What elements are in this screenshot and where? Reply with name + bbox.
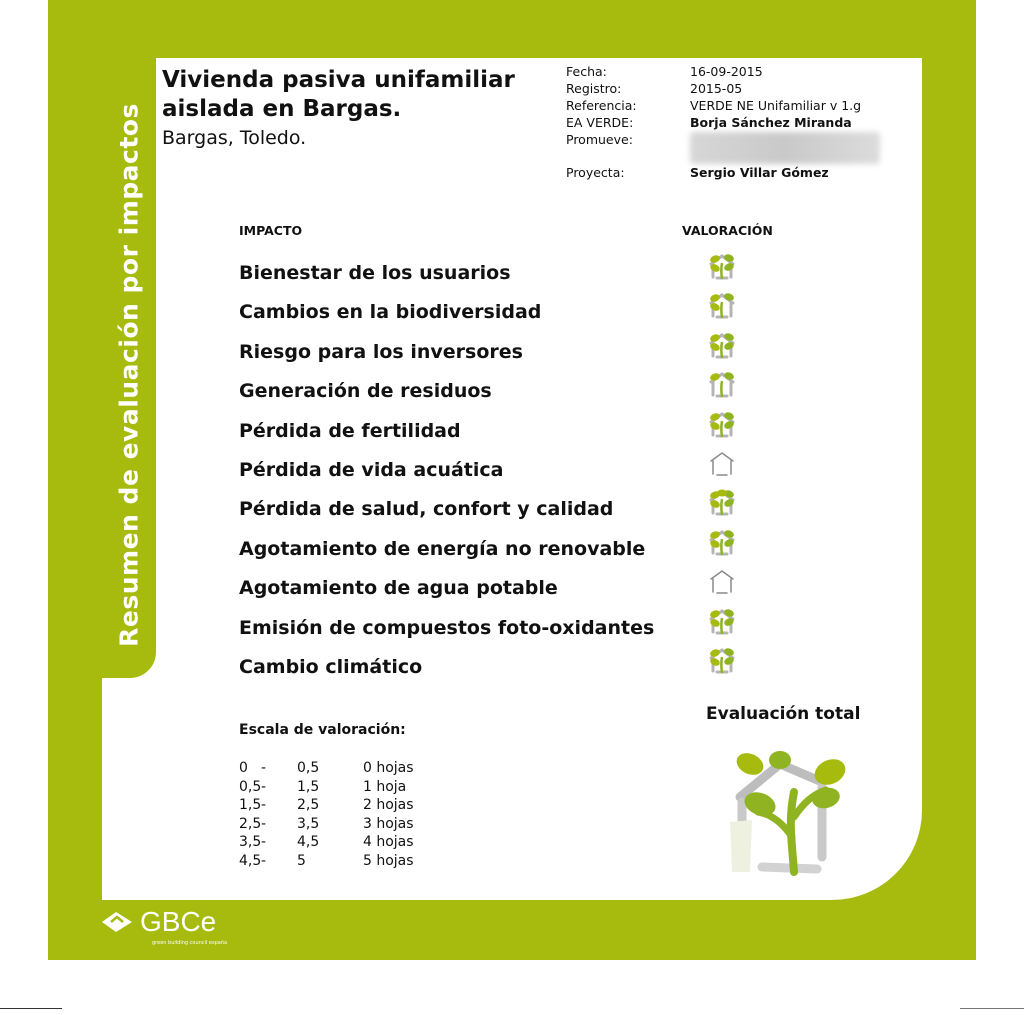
- meta-label: Promueve:: [566, 132, 633, 147]
- scale-title: Escala de valoración:: [239, 722, 406, 738]
- scale-cell: -: [261, 834, 267, 850]
- scale-cell: 1,5: [239, 797, 262, 813]
- leaf-rating-icon: [706, 408, 738, 440]
- leaf-rating-icon: [706, 526, 738, 558]
- impact-label: Agotamiento de energía no renovable: [239, 537, 646, 560]
- scale-cell: -: [261, 852, 267, 869]
- scale-cell: 4,5: [297, 834, 320, 850]
- scale-cell: 2 hojas: [363, 797, 414, 813]
- meta-value: Sergio Villar Gómez: [690, 165, 829, 180]
- scale-cell: 5: [297, 852, 306, 869]
- meta-value: 16-09-2015: [690, 64, 763, 79]
- gbce-logo-mark: [100, 910, 134, 934]
- scale-cell: 4,5: [239, 852, 262, 869]
- scale-cell: 1,5: [297, 778, 320, 795]
- scale-cell: -: [261, 760, 267, 776]
- meta-value: Borja Sánchez Miranda: [690, 115, 852, 130]
- scale-cell: 0 hojas: [363, 760, 414, 776]
- meta-value: VERDE NE Unifamiliar v 1.g: [690, 98, 862, 113]
- project-location: Bargas, Toledo.: [162, 127, 307, 149]
- meta-label: Referencia:: [566, 98, 637, 113]
- impact-label: Cambios en la biodiversidad: [239, 301, 542, 324]
- scale-cell: 3 hojas: [363, 815, 414, 832]
- crop-mark-left: [0, 1008, 62, 1009]
- scale-cell: -: [261, 797, 267, 813]
- logo-tagline: green building council españa: [152, 940, 228, 946]
- total-label: Evaluación total: [706, 704, 861, 724]
- logo-text: GBCe: [140, 906, 217, 937]
- meta-value: 2015-05: [690, 81, 743, 96]
- leaf-rating-icon: [706, 486, 738, 518]
- scale-cell: 1 hoja: [363, 778, 407, 795]
- meta-value: [690, 132, 880, 167]
- scale-cell: 4 hojas: [363, 834, 414, 850]
- gbce-logo: [100, 906, 228, 946]
- impact-header: IMPACTO: [239, 223, 303, 238]
- leaf-rating-icon: [706, 250, 738, 282]
- leaf-rating-icon: [706, 605, 738, 637]
- meta-label: EA VERDE:: [566, 115, 634, 130]
- redacted-value: [690, 132, 880, 164]
- impact-label: Cambio climático: [239, 656, 423, 678]
- leaf-rating-icon: [706, 289, 738, 321]
- scale-cell: 0,5: [239, 778, 262, 795]
- empty-house-icon: [706, 447, 738, 479]
- side-title: Resumen de evaluación por impactos: [114, 103, 144, 647]
- scale-cell: 0: [239, 760, 248, 776]
- project-title: Vivienda pasiva unifamiliar aislada en Bargas.: [162, 67, 515, 122]
- impact-label: Emisión de compuestos foto-oxidantes: [239, 616, 655, 639]
- scale-cell: 2,5: [239, 815, 262, 832]
- meta-label: Fecha:: [566, 64, 607, 79]
- impact-label: Pérdida de fertilidad: [239, 419, 461, 442]
- impact-label: Pérdida de salud, confort y calidad: [239, 498, 614, 521]
- impact-label: Agotamiento de agua potable: [239, 577, 558, 600]
- meta-label: Registro:: [566, 81, 622, 96]
- rating-header: VALORACIÓN: [682, 223, 773, 238]
- scale-cell: 2,5: [297, 797, 320, 813]
- leaf-rating-icon: [706, 368, 738, 400]
- impact-label: Pérdida de vida acuática: [239, 459, 504, 481]
- meta-label: Proyecta:: [566, 165, 625, 180]
- impact-label: Riesgo para los inversores: [239, 340, 523, 363]
- scale-cell: 3,5: [297, 815, 320, 832]
- scale-cell: 5 hojas: [363, 852, 414, 869]
- impact-label: Bienestar de los usuarios: [239, 262, 511, 284]
- leaf-rating-icon: [706, 644, 738, 676]
- total-plant-icon: [722, 742, 862, 877]
- leaf-rating-icon: [706, 329, 738, 361]
- empty-house-icon: [706, 565, 738, 597]
- scale-cell: 0,5: [297, 760, 320, 776]
- scale-cell: 3,5: [239, 834, 262, 850]
- impact-label: Generación de residuos: [239, 380, 492, 403]
- scale-cell: -: [261, 778, 267, 795]
- crop-mark-right: [960, 1008, 1024, 1009]
- scale-cell: -: [261, 815, 267, 832]
